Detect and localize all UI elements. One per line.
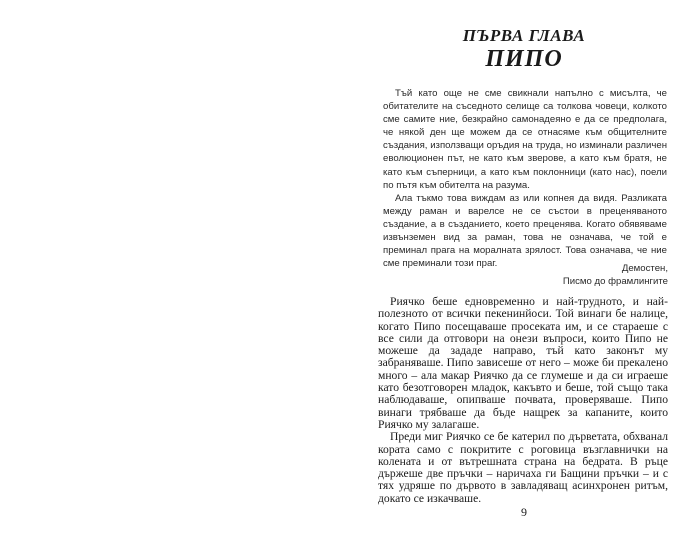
body-paragraph: Риячко беше едновременно и най-трудното, и най-полезното от всички пекенинйоси. Той винаги бе налице, когато Пипо посещаваше просеката им, и се стараеше с все сили да отговори на онези въпроси, които Пипо не можеше да зададе направо, тъй като законът му забраняваше. Пипо зависеше от него – може би прекалено много – ала макар Риячко да се глумеше и да си играеше като безотговорен младок, какъвто и беше, той също така наблюдаваше, опипваше почвата, проверяваше. Пипо винаги трябваше да бъде нащрек за капаните, които Риячко му залагаше. bbox=[378, 295, 668, 431]
body-paragraph: Преди миг Риячко се бе катерил по дърветата, обхванал кората само с покритите с роговица възглавнички на колената и от вътрешната страна на бедрата. В ръце държеше две пръчки – наричаха ги Бащини пръчки – и с тях удряше по дървото в завладяващ асинхронен ритъм, докато се изкачваше. bbox=[378, 430, 668, 505]
page-number: 9 bbox=[521, 505, 527, 519]
chapter-label: ПЪРВА ГЛАВА bbox=[462, 26, 586, 45]
epigraph bbox=[383, 87, 667, 270]
chapter-body bbox=[378, 296, 668, 505]
epigraph-author: Демостен, bbox=[621, 263, 668, 274]
chapter-title: ПИПО bbox=[485, 46, 563, 72]
epigraph-paragraph: Тъй като още не сме свикнали напълно с мисълта, че обитателите на съседното селище са толкова човеци, колкото сме самите ние, безкрайно самонадеяно е да се предполага, че някой ден ще можем да се отнасяме към общителните създания, използващи оръдия на труда, но изминали различен еволюционен път, не като към зверове, а като към братя, не като към съперници, а като към поклонници (като нас), поели по пътя към обителта на разума. bbox=[383, 88, 667, 191]
epigraph-signature bbox=[512, 262, 668, 288]
epigraph-source: Писмо до фрамлингите bbox=[562, 276, 668, 288]
left-blank-page bbox=[0, 0, 262, 539]
book-page bbox=[372, 0, 700, 539]
epigraph-paragraph: Ала тъкмо това виждам аз или копнея да видя. Разликата между раман и варелсе не се състои в преценяваното създание, а в създанието, което преценява. Когато обявяваме извънземен вид за раман, това не означава, че той е преминал прага на моралната зрялост. Това означава, че ние сме преминали този праг. bbox=[383, 192, 667, 270]
